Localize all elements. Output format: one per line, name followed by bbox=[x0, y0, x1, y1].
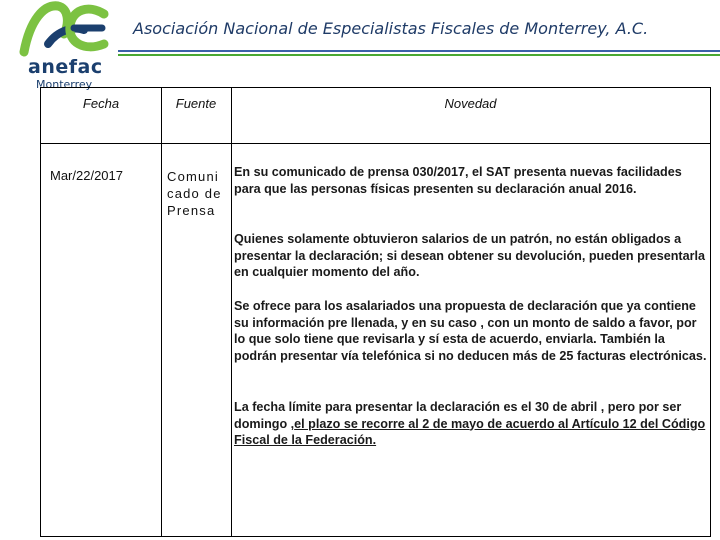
column-divider bbox=[161, 88, 162, 536]
fuente-line: Prensa bbox=[167, 203, 216, 218]
logo-mark-icon bbox=[18, 0, 118, 60]
column-header-novedad: Novedad bbox=[444, 96, 497, 111]
news-table bbox=[40, 87, 711, 537]
fuente-line: cado de bbox=[167, 186, 222, 201]
novedad-paragraph: Se ofrece para los asalariados una propuesta de declaración que ya contiene su información pre llenada, y en su caso , con un monto de saldo a favor, por lo que solo tiene que revisarla y sí esta de acuerdo, enviarla. También la podrán presentar vía telefónica si no deducen más de 25 facturas electrónicas. bbox=[234, 299, 707, 363]
logo-wordmark: anefac bbox=[28, 56, 103, 78]
column-header-fuente: Fuente bbox=[175, 96, 217, 111]
header-row-divider bbox=[41, 143, 710, 144]
fuente-line: Comuni bbox=[167, 169, 219, 184]
cell-fecha: Mar/22/2017 bbox=[50, 168, 123, 183]
column-header-fecha: Fecha bbox=[82, 96, 120, 111]
header-divider-blue bbox=[118, 50, 720, 52]
deadline-link[interactable]: el plazo se recorre al 2 de mayo de acuerdo al Artículo 12 del Código Fiscal de la Federación. bbox=[234, 416, 706, 447]
novedad-paragraph: Quienes solamente obtuvieron salarios de un patrón, no están obligados a presentar la declaración; si desean obtener su devolución, pueden presentarla en cualquier momento del año. bbox=[234, 232, 706, 279]
novedad-paragraph: En su comunicado de prensa 030/2017, el SAT presenta nuevas facilidades para que las personas físicas presenten su declaración anual 2016. bbox=[234, 165, 682, 196]
novedad-paragraph-deadline bbox=[234, 399, 708, 449]
column-divider bbox=[231, 88, 232, 536]
deadline-text: La fecha límite para presentar la declaración es el 30 de abril , pero por ser domingo , bbox=[234, 400, 682, 431]
page-title: Asociación Nacional de Especialistas Fiscales de Monterrey, A.C. bbox=[133, 19, 649, 38]
anefac-logo bbox=[18, 0, 118, 92]
logo-subtitle: Monterrey bbox=[36, 78, 93, 91]
header-divider-green bbox=[118, 54, 720, 56]
cell-fuente bbox=[167, 168, 222, 219]
